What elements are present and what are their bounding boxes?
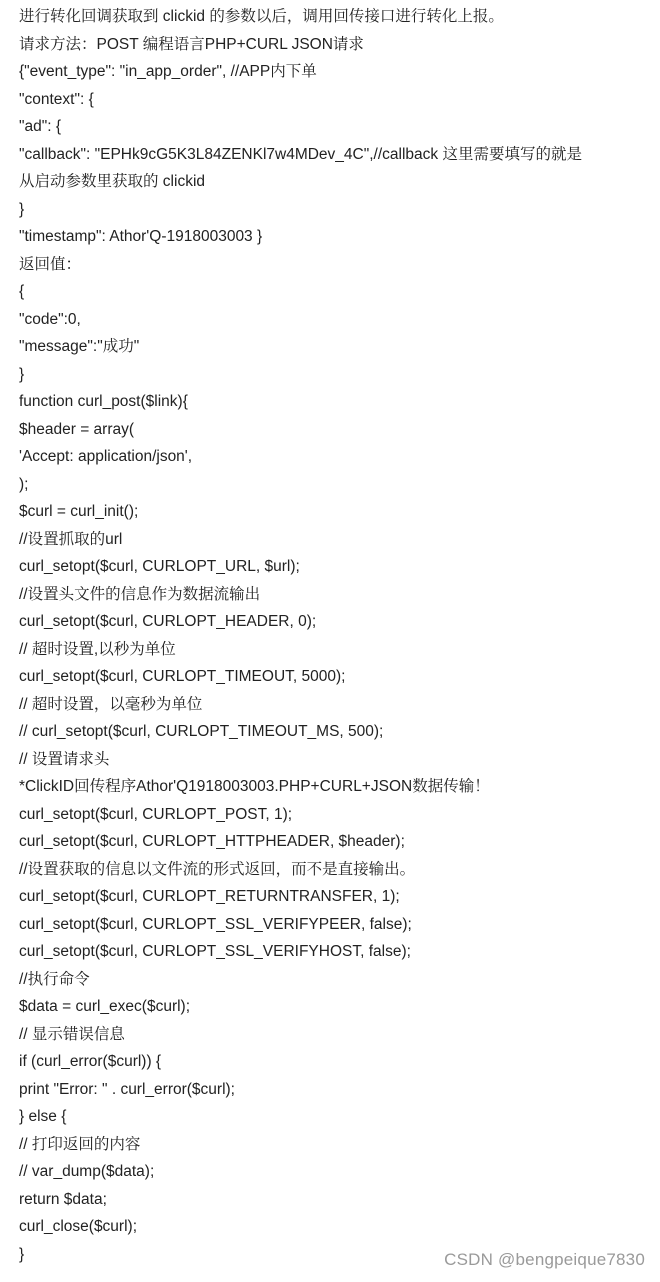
code-comment-line: // 设置请求头 bbox=[19, 750, 110, 768]
code-line: function curl_post($link){ bbox=[19, 393, 188, 410]
code-comment-line: // 打印返回的内容 bbox=[19, 1135, 141, 1153]
code-comment-line: // 超时设置,以秒为单位 bbox=[19, 640, 176, 658]
code-line: return $data; bbox=[19, 1190, 107, 1208]
code-line: {"event_type": "in_app_order", //APP内下单 bbox=[19, 63, 317, 80]
code-line: ); bbox=[19, 475, 29, 493]
code-line: $data = curl_exec($curl); bbox=[19, 998, 191, 1015]
text-line: *ClickID回传程序Athor'Q1918003003.PHP+CURL+JSON数据传输！ bbox=[19, 778, 490, 795]
code-line: curl_setopt($curl, CURLOPT_HTTPHEADER, $header); bbox=[19, 833, 405, 850]
code-line: $curl = curl_init(); bbox=[19, 503, 139, 520]
code-comment-line: // var_dump($data); bbox=[19, 1163, 155, 1180]
article-body bbox=[19, 3, 649, 1268]
text-line: 从启动参数里获取的 clickid bbox=[19, 173, 206, 190]
code-line: "callback": "EPHk9cG5K3L84ZENKl7w4MDev_4C",//callback 这里需要填写的就是 bbox=[19, 145, 582, 163]
code-comment-line: //设置获取的信息以文件流的形式返回，而不是直接输出。 bbox=[19, 860, 416, 878]
code-comment-line: //执行命令 bbox=[19, 970, 90, 988]
code-line: curl_setopt($curl, CURLOPT_TIMEOUT, 5000); bbox=[19, 668, 346, 685]
return-value-label: 返回值： bbox=[19, 255, 82, 273]
code-comment-line: // 超时设置，以毫秒为单位 bbox=[19, 695, 203, 713]
code-comment-line: // curl_setopt($curl, CURLOPT_TIMEOUT_MS, 500); bbox=[19, 723, 384, 740]
code-line: curl_setopt($curl, CURLOPT_SSL_VERIFYPEER, false); bbox=[19, 915, 412, 933]
code-line: "message":"成功" bbox=[19, 338, 140, 355]
code-comment-line: //设置抓取的url bbox=[19, 530, 123, 548]
request-method-line: 请求方法：POST 编程语言PHP+CURL JSON请求 bbox=[19, 35, 364, 53]
code-line: 'Accept: application/json', bbox=[19, 448, 193, 465]
code-line: curl_setopt($curl, CURLOPT_HEADER, 0); bbox=[19, 613, 317, 630]
code-line: "code":0, bbox=[19, 310, 81, 328]
code-line: } bbox=[19, 1245, 25, 1263]
code-line: } bbox=[19, 365, 25, 383]
code-comment-line: // 显示错误信息 bbox=[19, 1025, 125, 1043]
code-comment-line: //设置头文件的信息作为数据流输出 bbox=[19, 585, 261, 603]
code-line: print "Error: " . curl_error($curl); bbox=[19, 1080, 235, 1098]
code-line: "ad": { bbox=[19, 118, 62, 135]
code-line: { bbox=[19, 283, 25, 300]
code-line: "timestamp": Athor'Q-1918003003 } bbox=[19, 228, 263, 245]
code-line: } else { bbox=[19, 1108, 67, 1125]
code-line: $header = array( bbox=[19, 420, 135, 438]
code-line: curl_close($curl); bbox=[19, 1218, 138, 1235]
code-line: if (curl_error($curl)) { bbox=[19, 1053, 162, 1070]
csdn-watermark: CSDN @bengpeique7830 bbox=[444, 1250, 645, 1269]
code-line: curl_setopt($curl, CURLOPT_POST, 1); bbox=[19, 805, 293, 823]
code-line: curl_setopt($curl, CURLOPT_RETURNTRANSFER, 1); bbox=[19, 888, 400, 905]
code-line: curl_setopt($curl, CURLOPT_SSL_VERIFYHOST, false); bbox=[19, 943, 411, 960]
code-line: } bbox=[19, 200, 25, 218]
code-line: "context": { bbox=[19, 90, 94, 108]
code-line: curl_setopt($curl, CURLOPT_URL, $url); bbox=[19, 558, 300, 575]
intro-line: 进行转化回调获取到 clickid 的参数以后，调用回传接口进行转化上报。 bbox=[19, 8, 504, 25]
